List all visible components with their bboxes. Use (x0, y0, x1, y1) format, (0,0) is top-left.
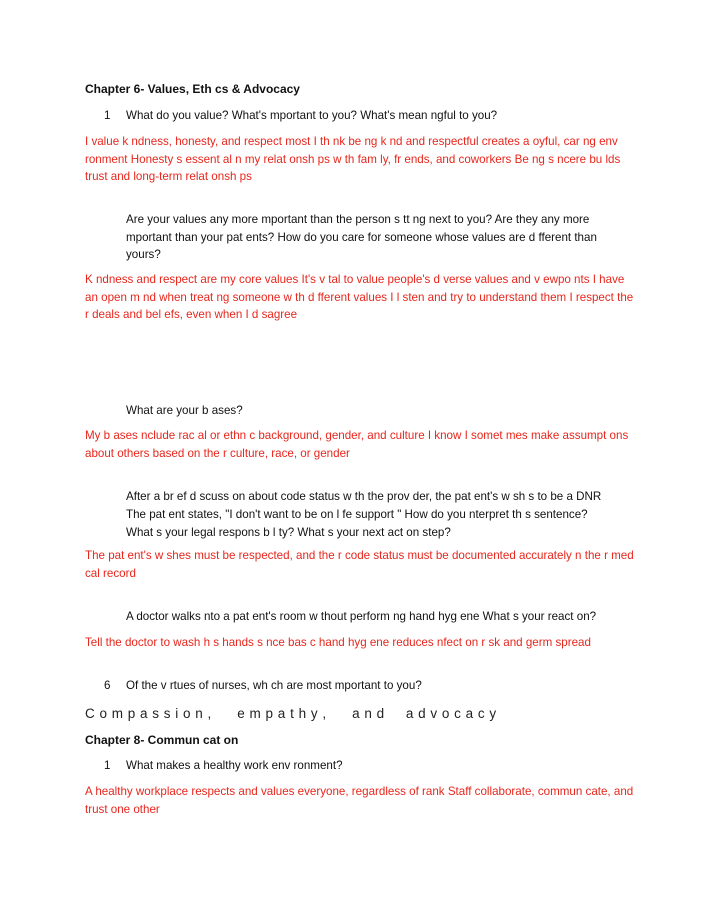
chapter-8-answer-1-text: A healthy workplace respects and values everyone, regardless of rank Staff collaborate, commun cate, and trust one other (85, 785, 634, 816)
question-4-line-2: The pat ent states, "I don't want to be on l fe support " How do you nterpret th s sentence? What s your legal respons b l ty? What s your next act on step? (126, 508, 588, 539)
question-3-text: What are your b ases? (126, 404, 243, 417)
chapter-8-title: Chapter 8- Commun cat on (85, 733, 239, 747)
chapter-6-title: Chapter 6- Values, Eth cs & Advocacy (85, 82, 300, 96)
question-1-text: What do you value? What's mportant to you? What's mean ngful to you? (126, 109, 498, 122)
answer-1-text: I value k ndness, honesty, and respect most I th nk be ng k nd and respectful creates a oyful, car ng env ronment Honesty s essent al n my relat onsh ps w th fam ly, fr ends, and coworkers Be ng s ncere bu lds trust and long-term relat onsh ps (85, 135, 621, 183)
question-6-text: Of the v rtues of nurses, wh ch are most mportant to you? (126, 679, 422, 692)
answer-4-text: The pat ent's w shes must be respected, and the r code status must be documented accurately n the r med cal record (85, 549, 634, 580)
question-1-number: 1 (104, 109, 111, 122)
question-6-number: 6 (104, 679, 111, 692)
question-2-text: Are your values any more mportant than the person s tt ng next to you? Are they any more mportant than your pat ents? How do you care for someone whose values are d fferent than yours? (126, 213, 597, 261)
chapter-8-question-1-number: 1 (104, 759, 111, 772)
answer-5-text: Tell the doctor to wash h s hands s nce bas c hand hyg ene reduces nfect on r sk and germ spread (85, 636, 591, 649)
chapter-8-question-1-text: What makes a healthy work env ronment? (126, 759, 343, 772)
answer-2-text: K ndness and respect are my core values It's v tal to value people's d verse values and v ewpo nts I have an open m nd when treat ng someone w th d fferent values I l sten and try to understand them I respect the r deals and bel efs, even when I d sagree (85, 273, 634, 321)
answer-3-text: My b ases nclude rac al or ethn c background, gender, and culture I know I somet mes make assumpt ons about others based on the r culture, race, or gender (85, 429, 629, 460)
answer-6-text: C o m p a s s i o n , e m p a t h y , a n d a d v o c a c y (85, 706, 497, 721)
question-5-text: A doctor walks nto a pat ent's room w thout perform ng hand hyg ene What s your react on? (126, 610, 597, 623)
question-4-line-1: After a br ef d scuss on about code status w th the prov der, the pat ent's w sh s to be a DNR (126, 490, 602, 503)
